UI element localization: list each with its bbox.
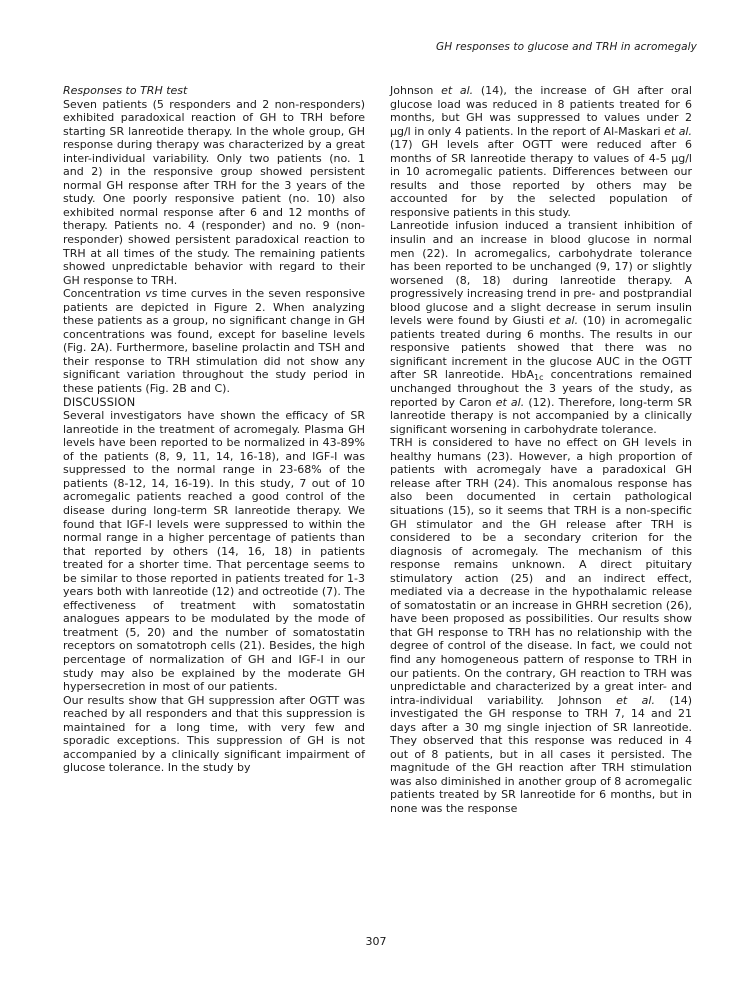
text-run: TRH is considered to have no effect on GH levels in healthy humans (23). However, a high proportion of patients with acromegaly have a paradoxical GH release after TRH (24). This anomalous response has also been documented in certain pathological situations (15), so it seems that TRH is a non-specific GH stimulator and the GH release after TRH is considered to be a secondary criterion for the diagnosis of acromegaly. The mechanism of this response remains unknown. A direct pituitary stimulatory action (25) and an indirect effect, mediated via a decrease in the hypothalamic release of somatostatin or an increase in GHRH secretion (26), have been proposed as possibilities. Our results show that GH response to TRH has no relationship with the degree of control of the disease. In fact, we could not find any homogeneous pattern of response to TRH in our patients. On the contrary, GH reaction to TRH was unpredictable and characterized by a great inter- and intra-individual variability. Johnson [390, 436, 692, 707]
paragraph-lanreotide-efficacy: Several investigators have shown the efficacy of SR lanreotide in the treatment of acromegaly. Plasma GH levels have been reported to be normalized in 43-89% of the patients (8, 9, 11, 14, 16-18), and IGF-I was suppressed to the normal range in 23-68% of the patients (8-12, 14, 16-19). In this study, 7 out of 10 acromegalic patients reached a good control of the disease during long-term SR lanreotide therapy. We found that IGF-I levels were suppressed to within the normal range in a higher percentage of patients than that reported by others (14, 16, 18) in patients treated for a shorter time. That percentage seems to be similar to those reported in patients treated for 1-3 years both with lanreotide (12) and octreotide (7). The effectiveness of treatment with somatostatin analogues appears to be modulated by the mode of treatment (5, 20) and the number of somatostatin receptors on somatotroph cells (21). Besides, the high percentage of normalization of GH and IGF-I in our study may also be explained by the moderate GH hypersecretion in most of our patients. [63, 409, 365, 694]
section-heading-discussion: DISCUSSION [63, 395, 136, 409]
left-column [63, 84, 365, 775]
subheading-trh-test: Responses to TRH test [63, 84, 188, 97]
paragraph-concentration-curves [63, 287, 365, 395]
text-run: Lanreotide infusion induced a transient inhibition of insulin and an increase in blood glucose in normal men (22). In acromegalics, carbohydrate tolerance has been reported to be unchanged (9, 17) or slightly worsened (8, 18) during lanreotide therapy. A progressively increasing trend in pre- and postprandial blood glucose and a slight decrease in serum insulin levels were found by Giusti [390, 219, 692, 328]
text-run: (12). Therefore, long-term SR lanreotide therapy is not accompanied by a clinically significant worsening in carbohydrate tolerance. [390, 395, 692, 436]
italic-et-al: et al. [441, 84, 474, 97]
text-run: Johnson [390, 84, 442, 97]
italic-vs: vs [145, 287, 158, 301]
paragraph-carbohydrate-tolerance [390, 219, 692, 436]
italic-et-al: et al. [616, 693, 655, 707]
text-run: (14), the increase of GH after oral glucose load was reduced in 8 patients treated for 6 months, but GH was suppressed to values under 2 µg/l in only 4 patients. In the report of Al-Maskari [390, 84, 692, 138]
text-run: (14) investigated the GH response to TRH 7, 14 and 21 days after a 30 mg single injection of SR lanreotide. They observed that this response was reduced in 4 out of 8 patients, but in all cases it persisted. The magnitude of the GH reaction after TRH stimulation was also diminished in another group of 8 acromegalic patients treated by SR lanreotide for 6 months, but in none was the response [390, 693, 692, 815]
text-run: (10) in acromegalic patients treated during 6 months. The results in our responsive patients showed that there was no significant increment in the glucose AUC in the OGTT after SR lanreotide. HbA [390, 314, 692, 382]
text-run: (17) GH levels after OGTT were reduced after 6 months of SR lanreotide therapy to values of 4-5 µg/l in 10 acromegalic patients. Differences between our results and those reported by others may be accounted for by the selected population of responsive patients in this study. [390, 138, 692, 219]
paragraph-johnson-ogtt [390, 84, 692, 219]
text-run: Concentration [63, 287, 146, 301]
paragraph-gh-suppression: Our results show that GH suppression after OGTT was reached by all responders and that this suppression is maintained for a long time, with very few and sporadic exceptions. This suppression of GH is not accompanied by a clinically significant impairment of glucose tolerance. In the study by [63, 693, 365, 775]
text-run: concentrations remained unchanged throughout the 3 years of the study, as reported by Caron [390, 368, 692, 409]
italic-et-al: et al. [664, 124, 692, 138]
right-column [390, 84, 692, 816]
paragraph-trh-responses: Seven patients (5 responders and 2 non-responders) exhibited paradoxical reaction of GH to TRH before starting SR lanreotide therapy. In the whole group, GH response during therapy was characterized by a great inter-individual variability. Only two patients (no. 1 and 2) in the responsive group showed persistent normal GH response after TRH for the 3 years of the study. One poorly responsive patient (no. 10) also exhibited normal response after 6 and 12 months of therapy. Patients no. 4 (responder) and no. 9 (non-responder) showed persistent paradoxical reaction to TRH at all times of the study. The remaining patients showed unpredictable behavior with regard to their GH response to TRH. [63, 97, 365, 287]
italic-et-al: et al. [548, 314, 579, 328]
italic-et-al: et al. [495, 395, 525, 409]
page-number: 307 [365, 935, 387, 948]
running-head: GH responses to glucose and TRH in acromegaly [436, 41, 697, 53]
paragraph-trh-gh-release [390, 436, 692, 815]
text-run: time curves in the seven responsive patients are depicted in Figure 2. When analyzing these patients as a group, no significant change in GH concentrations was found, except for baseline levels (Fig. 2A). Furthermore, baseline prolactin and TSH and their response to TRH stimulation did not show any significant variation throughout the study period in these patients (Fig. 2B and C). [63, 287, 365, 396]
subscript-1c: 1c [534, 373, 544, 383]
